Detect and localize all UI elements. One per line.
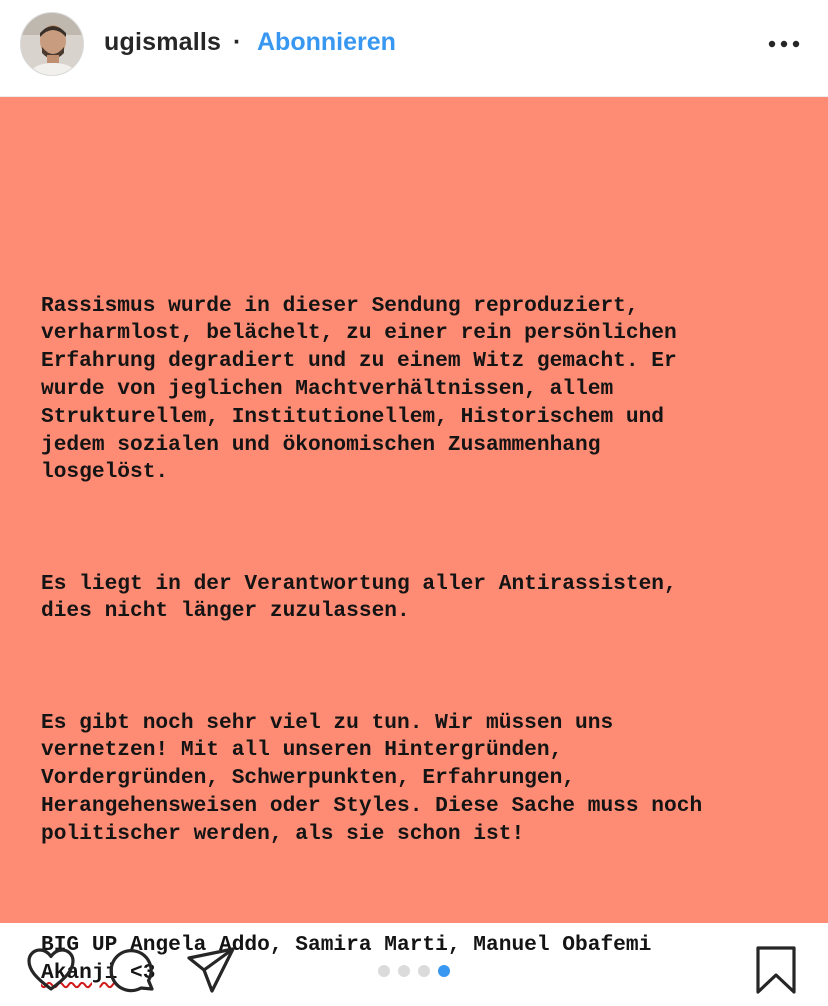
post-text [41,237,801,1006]
paragraph-4-tail: <3 [117,960,156,985]
carousel-dot [398,965,410,977]
paper-plane-icon[interactable] [186,946,236,994]
misspelled-word: Akanji [41,960,118,985]
post-header [0,0,828,97]
username[interactable]: ugismalls [104,28,222,56]
carousel-dot-active [438,965,450,977]
paragraph-2: Es liegt in der Verantwortung aller Antirassisten, dies nicht länger zuzulassen. [41,571,677,624]
carousel-indicator [378,965,450,977]
post-image[interactable] [0,97,828,985]
carousel-dot [378,965,390,977]
paragraph-1: Rassismus wurde in dieser Sendung reproduziert, verharmlost, belächelt, zu einer rein persönlichen Erfahrung degradiert und zu einem Witz gemacht. Er wurde von jeglichen Machtverhältnissen, allem Strukturellem, Institutionellem, Historischem und jedem sozialen und ökonomischen Zusammenhang losgelöst. [41,293,677,485]
follow-button[interactable]: Abonnieren [257,28,396,56]
heart-icon[interactable] [26,947,76,993]
paragraph-3: Es gibt noch sehr viel zu tun. Wir müssen uns vernetzen! Mit all unseren Hintergründen, Vordergründen, Schwerpunkten, Erfahrungen, Herangehensweisen oder Styles. Diese Sache muss noch politischer werden, als sie schon ist! [41,710,703,846]
more-options-icon[interactable] [764,30,804,58]
action-bar [0,923,828,1006]
avatar-photo [21,13,84,76]
bookmark-icon[interactable] [754,945,798,995]
avatar[interactable] [20,12,84,76]
carousel-dot [418,965,430,977]
separator-dot: · [233,28,242,56]
paragraph-4-text: BIG UP Angela Addo, Samira Marti, Manuel Obafemi [41,932,652,957]
comment-icon[interactable] [108,948,156,996]
